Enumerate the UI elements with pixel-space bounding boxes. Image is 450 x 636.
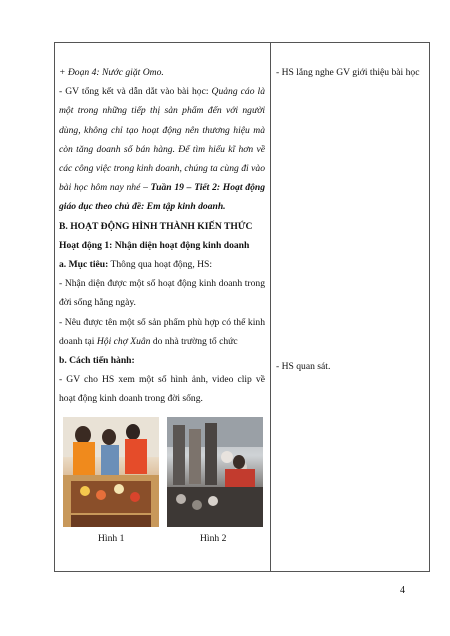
caption-photo-1: Hình 1 — [98, 533, 125, 544]
market-photo-2-image — [167, 417, 263, 527]
lesson-table — [54, 42, 430, 572]
intro-plain: - GV tổng kết và dẫn dắt vào bài học: — [59, 86, 212, 98]
goal-item-2 — [59, 313, 265, 351]
goal-item-2-b: do nhà trường tổ chức — [150, 335, 238, 347]
market-photo-2 — [167, 417, 263, 527]
activity-1-heading: Hoạt động 1: Nhận diện hoạt động kinh doanh — [59, 239, 250, 251]
goal-item-1: - Nhận diện được một số hoạt động kinh doanh trong đời sống hằng ngày. — [59, 278, 265, 309]
student-activity-1: - HS lắng nghe GV giới thiệu bài học — [276, 67, 420, 78]
intro-italic: Quảng cáo là một trong những tiếp thị sản phẩm đến với người dùng, không chỉ tạo hoạt động nên thương hiệu mà còn tăng doanh số bán hàng. Để tìm hiểu kĩ hơn về các công việc trong kinh doanh, chúng ta cùng đi vào bài học hôm nay nhé – — [59, 86, 265, 194]
section-heading-b: B. HOẠT ĐỘNG HÌNH THÀNH KIẾN THỨC — [59, 220, 253, 232]
market-photo-1-image — [63, 417, 159, 527]
paragraph-segment-4: + Đoạn 4: Nước giặt Omo. — [59, 67, 164, 78]
method-item-1: - GV cho HS xem một số hình ảnh, video clip về hoạt động kinh doanh trong đời sống. — [59, 374, 265, 405]
goal-item-2-fair: Hội chợ Xuân — [96, 335, 151, 347]
caption-photo-2: Hình 2 — [200, 533, 227, 544]
teacher-activities-column — [59, 63, 265, 409]
goal-paragraph — [59, 255, 265, 274]
student-activity-2: - HS quan sát. — [276, 361, 331, 372]
market-photo-1 — [63, 417, 159, 527]
paragraph-intro — [59, 82, 265, 216]
photo-row — [59, 417, 265, 527]
intro-lesson-title: Tuần 19 – Tiết 2: Hoạt động giáo dục theo chủ đề: Em tập kinh doanh. — [59, 182, 265, 213]
goal-label: a. Mục tiêu: — [59, 259, 109, 271]
column-divider — [270, 43, 271, 571]
goal-item-2-a: - Nêu được tên một số sản phẩm phù hợp có thể kinh doanh tại — [59, 316, 265, 347]
method-label: b. Cách tiến hành: — [59, 355, 135, 367]
page-number: 4 — [400, 585, 405, 596]
goal-text: Thông qua hoạt động, HS: — [108, 259, 213, 271]
